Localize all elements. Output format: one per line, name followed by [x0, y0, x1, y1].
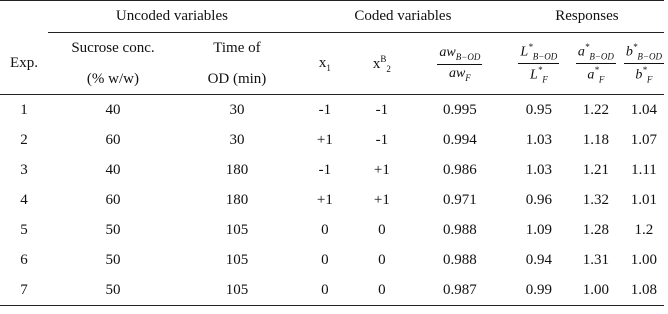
table-row: [0, 185, 664, 215]
group-header-coded: Coded variables: [296, 1, 510, 33]
col-header-b-ratio: $\frac{b^*_{B-OD}}{b^*_F}$: [624, 33, 664, 95]
cell-a: 1.32: [582, 191, 609, 208]
cell-b: 1.00: [630, 251, 658, 268]
cell-sucrose: 50: [48, 275, 178, 306]
cell-l: 1.03: [525, 161, 552, 178]
cell-b: 1.11: [631, 161, 657, 178]
cell-a: 1.18: [582, 131, 609, 148]
cell-exp: 7: [0, 275, 48, 306]
cell-aw: 0.988: [443, 221, 477, 238]
table-row: [0, 125, 664, 155]
cell-x1: +1: [316, 191, 333, 208]
cell-time: 105: [178, 275, 296, 306]
cell-l: 1.09: [525, 221, 552, 238]
col-header-sucrose-line1: Sucrose conc.: [71, 40, 155, 56]
cell-aw: 0.988: [443, 251, 477, 268]
column-header-row: [0, 33, 664, 65]
cell-exp: 3: [20, 161, 28, 178]
cell-x2: -1: [375, 101, 389, 118]
cell-a: 1.00: [568, 275, 624, 306]
cell-l: 0.95: [525, 101, 552, 118]
cell-sucrose: 50: [105, 251, 121, 268]
cell-exp: 6: [20, 251, 28, 268]
cell-x2: -1: [375, 131, 389, 148]
cell-x2: 0: [354, 275, 410, 306]
cell-aw: 0.971: [443, 191, 477, 208]
cell-x1: 0: [321, 221, 329, 238]
cell-a: 1.21: [582, 161, 609, 178]
cell-b: 1.2: [634, 221, 654, 238]
table-row: [0, 95, 664, 126]
cell-b: 1.07: [630, 131, 658, 148]
group-header-row: [0, 1, 664, 33]
table-row: [0, 275, 664, 306]
group-header-uncoded: Uncoded variables: [48, 1, 296, 33]
col-header-exp: Exp.: [0, 33, 48, 95]
cell-x2: 0: [378, 221, 386, 238]
cell-b: 1.01: [630, 191, 658, 208]
cell-time: 180: [225, 191, 249, 208]
col-header-l-ratio: $\frac{L^*_{B-OD}}{L^*_F}$: [510, 33, 568, 95]
cell-x1: 0: [296, 275, 354, 306]
col-header-a-ratio: $\frac{a^*_{B-OD}}{a^*_F}$: [568, 33, 624, 95]
table-row: [0, 155, 664, 185]
col-header-x2: $x^B_2$: [354, 33, 410, 95]
cell-exp: 2: [20, 131, 28, 148]
cell-time: 105: [225, 221, 249, 238]
cell-a: 1.22: [582, 101, 609, 118]
cell-time: 30: [229, 101, 245, 118]
cell-sucrose: 40: [105, 161, 121, 178]
cell-x1: -1: [318, 161, 332, 178]
cell-aw: 0.987: [410, 275, 510, 306]
cell-a: 1.28: [582, 221, 609, 238]
cell-sucrose: 60: [105, 191, 121, 208]
table-body: [0, 95, 664, 306]
cell-aw: 0.995: [443, 101, 477, 118]
table-row: [0, 215, 664, 245]
cell-x1: -1: [318, 101, 332, 118]
col-header-time-line2: OD (min): [178, 64, 296, 95]
table-row: [0, 245, 664, 275]
cell-x2: 0: [378, 251, 386, 268]
cell-sucrose: 50: [105, 221, 121, 238]
cell-l: 0.96: [525, 191, 552, 208]
cell-l: 0.99: [510, 275, 568, 306]
cell-a: 1.31: [582, 251, 609, 268]
col-header-sucrose-line2: (% w/w): [48, 64, 178, 95]
cell-b: 1.04: [630, 101, 658, 118]
cell-exp: 4: [20, 191, 28, 208]
cell-b: 1.08: [624, 275, 664, 306]
col-header-aw-ratio: $\frac{aw_{B-OD}}{aw_F}$: [410, 33, 510, 95]
cell-time: 180: [225, 161, 249, 178]
cell-sucrose: 60: [105, 131, 121, 148]
cell-x1: +1: [316, 131, 333, 148]
cell-l: 1.03: [525, 131, 552, 148]
col-header-time-line1: Time of: [213, 40, 261, 56]
cell-l: 0.94: [525, 251, 552, 268]
group-header-responses: Responses: [510, 1, 664, 33]
col-header-x1: $x_1$: [296, 33, 354, 95]
cell-x2: +1: [373, 161, 390, 178]
cell-aw: 0.994: [443, 131, 477, 148]
cell-x2: +1: [373, 191, 390, 208]
cell-aw: 0.986: [443, 161, 477, 178]
cell-exp: 1: [20, 101, 28, 118]
cell-exp: 5: [20, 221, 28, 238]
cell-x1: 0: [321, 251, 329, 268]
cell-time: 30: [229, 131, 245, 148]
cell-sucrose: 40: [105, 101, 121, 118]
cell-time: 105: [225, 251, 249, 268]
